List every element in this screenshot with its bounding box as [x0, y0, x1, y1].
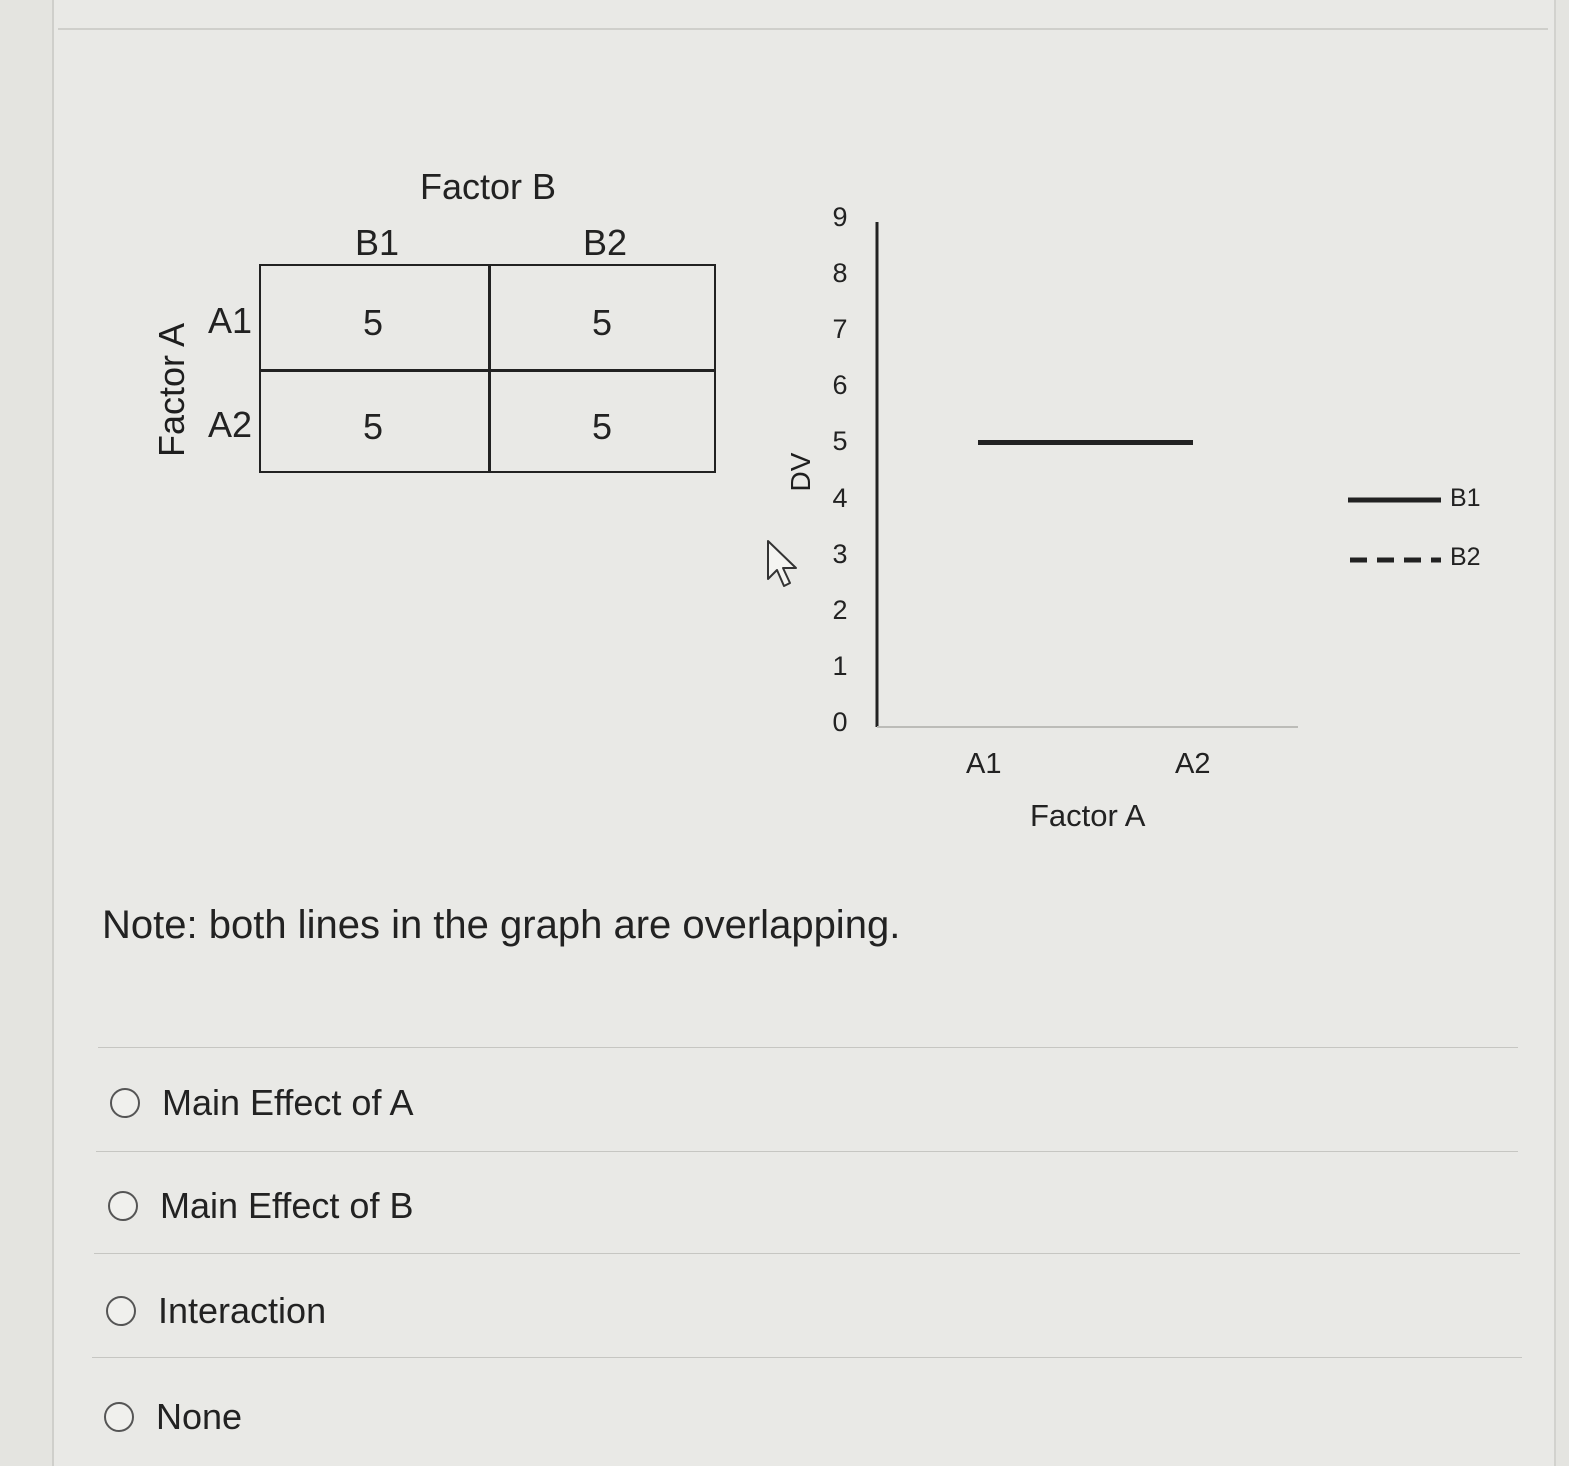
y-tick-3: 3 — [832, 538, 848, 569]
row-header-a1: A1 — [208, 300, 253, 341]
col-header-b1: B1 — [355, 222, 400, 263]
radio-button-icon[interactable] — [108, 1191, 138, 1221]
legend-label-b2: B2 — [1450, 543, 1481, 571]
cell-a2-b1: 5 — [363, 406, 384, 447]
factor-b-title: Factor B — [420, 166, 557, 207]
y-tick-2: 2 — [832, 594, 848, 625]
y-tick-0: 0 — [832, 707, 848, 737]
col-header-b2: B2 — [583, 222, 628, 263]
y-tick-9: 9 — [832, 202, 848, 232]
factor-a-title: Factor A — [151, 322, 192, 458]
x-tick-a1: A1 — [966, 748, 1002, 780]
option-separator — [98, 1047, 1518, 1048]
chart-y-axis-label: DV — [785, 452, 816, 492]
y-tick-5: 5 — [832, 426, 848, 457]
option-separator — [92, 1357, 1522, 1358]
option-separator — [96, 1151, 1518, 1152]
option-separator — [94, 1253, 1520, 1254]
radio-button-icon[interactable] — [106, 1296, 136, 1326]
cell-a1-b2: 5 — [592, 302, 613, 343]
y-tick-7: 7 — [832, 314, 848, 345]
radio-button-icon[interactable] — [104, 1402, 134, 1432]
chart-x-axis-label: Factor A — [1030, 798, 1146, 833]
option-label: Main Effect of A — [162, 1082, 414, 1123]
y-tick-6: 6 — [832, 370, 848, 401]
y-tick-1: 1 — [832, 650, 848, 681]
row-header-a2: A2 — [208, 404, 253, 445]
x-tick-a2: A2 — [1175, 748, 1211, 780]
option-main-effect-a[interactable] — [110, 1082, 413, 1124]
option-none[interactable] — [104, 1396, 242, 1438]
option-label: Main Effect of B — [160, 1185, 414, 1226]
y-tick-4: 4 — [832, 482, 848, 513]
option-main-effect-b[interactable] — [108, 1185, 413, 1227]
option-label: None — [156, 1396, 243, 1437]
legend-label-b1: B1 — [1450, 484, 1481, 512]
option-interaction[interactable] — [106, 1290, 326, 1332]
cell-a2-b2: 5 — [592, 406, 613, 447]
y-tick-8: 8 — [832, 258, 848, 289]
chart-note: Note: both lines in the graph are overlapping. — [102, 903, 901, 947]
option-label: Interaction — [158, 1290, 327, 1331]
radio-button-icon[interactable] — [110, 1088, 140, 1118]
cell-a1-b1: 5 — [363, 302, 384, 343]
